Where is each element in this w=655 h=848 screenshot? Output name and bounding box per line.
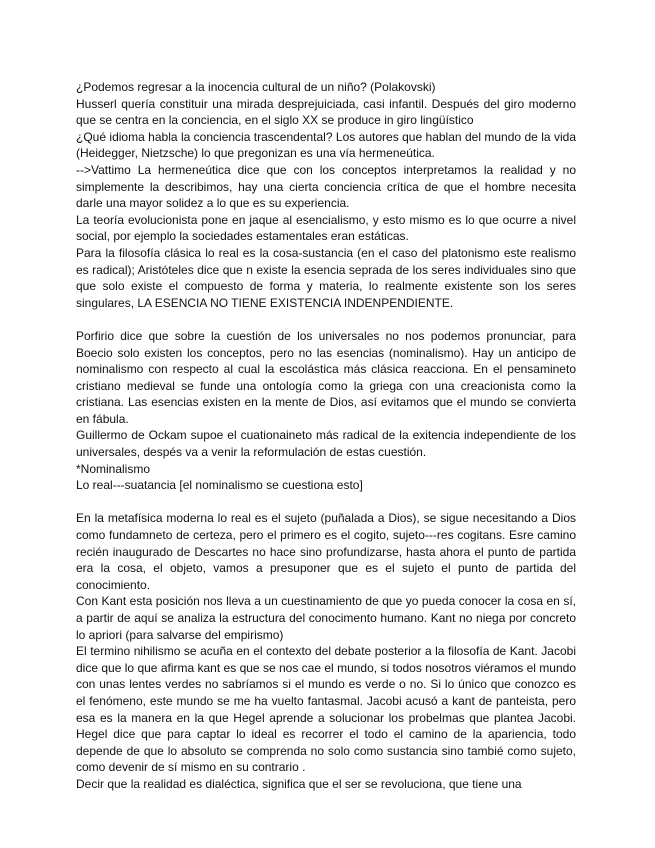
paragraph-nihilismo: El termino nihilismo se acuña en el contexto del debate posterior a la filosofía de Kant. Jacobi dice que lo que afirma kant es que se nos cae el mundo, si todos nosotros viéramos el mundo con unas lentes verdes no sabríamos si el mundo es verde o no. Si lo único que conozco es el fenómeno, este mundo se me ha vuelto fantasmal. Jacobi acusó a kant de panteista, pero esa es la manera en la que Hegel aprende a solucionar los probelmas que plantea Jacobi. Hegel dice que para captar lo ideal es recorrer el todo el camino de la apariencia, todo depende de que lo absoluto se comprenda no solo como sustancia sino tambié como sujeto, como devenir de sí mismo en su contrario .: [76, 644, 576, 775]
paragraph-evolucionismo: La teoría evolucionista pone en jaque al esencialismo, y esto mismo es lo que ocurre a nivel social, por ejemplo la sociedades estamentales eran estáticas.: [76, 212, 576, 244]
paragraph-porfirio: Porfirio dice que sobre la cuestión de los universales no nos podemos pronunciar, para Boecio solo existen los conceptos, pero no las esencias (nominalismo). Hay un anticipo de nominalismo con respecto al cual la escolástica más clásica reacciona. En el pensamineto cristiano medieval se funde una ontología como la griega con una creacionista como la cristiana. Las esencias existen en la mente de Dios, así evitamos que el mundo se convierta en fábula.: [76, 328, 576, 426]
paragraph-ockam: Guillermo de Ockam supoe el cuationaineto más radical de la exitencia independiente de los universales, despés va a venir la reformulación de estas cuestión.: [76, 428, 576, 460]
paragraph-dialectica: Decir que la realidad es dialéctica, significa que el ser se revoluciona, que tiene una: [76, 776, 522, 791]
paragraph-nominalismo: *Nominalismo: [76, 461, 151, 476]
paragraph-conciencia-trascendental: ¿Qué idioma habla la conciencia trascendental? Los autores que hablan del mundo de la vida (Heidegger, Nietzsche) lo que pregonizan es una vía hermeneútica.: [76, 129, 576, 161]
paragraph-polakovski: ¿Podemos regresar a la inocencia cultural de un niño? (Polakovski): [76, 80, 436, 94]
paragraph-spacer: [76, 494, 576, 511]
paragraph-lo-real: Lo real---suatancia [el nominalismo se cuestiona esto]: [76, 478, 363, 493]
paragraph-spacer: [76, 311, 576, 328]
document-page: [76, 79, 576, 793]
paragraph-metafisica-moderna: En la metafísica moderna lo real es el sujeto (puñalada a Dios), se sigue necesitando a Dios como fundamneto de certeza, pero el primero es el cogito, sujeto---res cogitans. Esre camino recién inaugurado de Descartes no hace sino profundizarse, hasta ahora el punto de partida era la cosa, el objeto, vamos a presuponer que es el sujeto el punto de partida del conocimiento.: [76, 511, 576, 592]
paragraph-kant: Con Kant esta posición nos lleva a un cuestinamiento de que yo pueda conocer la cosa en sí, a partir de aquí se analiza la estructura del conocimento humano. Kant no niega por concreto lo apriori (para salvarse del empirismo): [76, 594, 576, 642]
paragraph-vattimo: -->Vattimo La hermeneútica dice que con los conceptos interpretamos la realidad y no simplemente la describimos, hay una cierta conciencia crítica de que el hombre necesita darle una mayor solidez a lo que es su experiencia.: [76, 162, 576, 211]
paragraph-filosofia-clasica: Para la filosofía clásica lo real es la cosa-sustancia (en el caso del platonismo este realismo es radical); Aristóteles dice que n existe la esencia seprada de los seres individuales sino que que solo existe el compuesto de forma y materia, lo realmente existente son los seres singulares, LA ESENCIA NO TIENE EXISTENCIA INDENPENDIENTE.: [76, 245, 576, 310]
paragraph-husserl: Husserl quería constituir una mirada desprejuiciada, casi infantil. Después del giro moderno que se centra en la conciencia, en el siglo XX se produce in giro lingüístico: [76, 96, 576, 128]
